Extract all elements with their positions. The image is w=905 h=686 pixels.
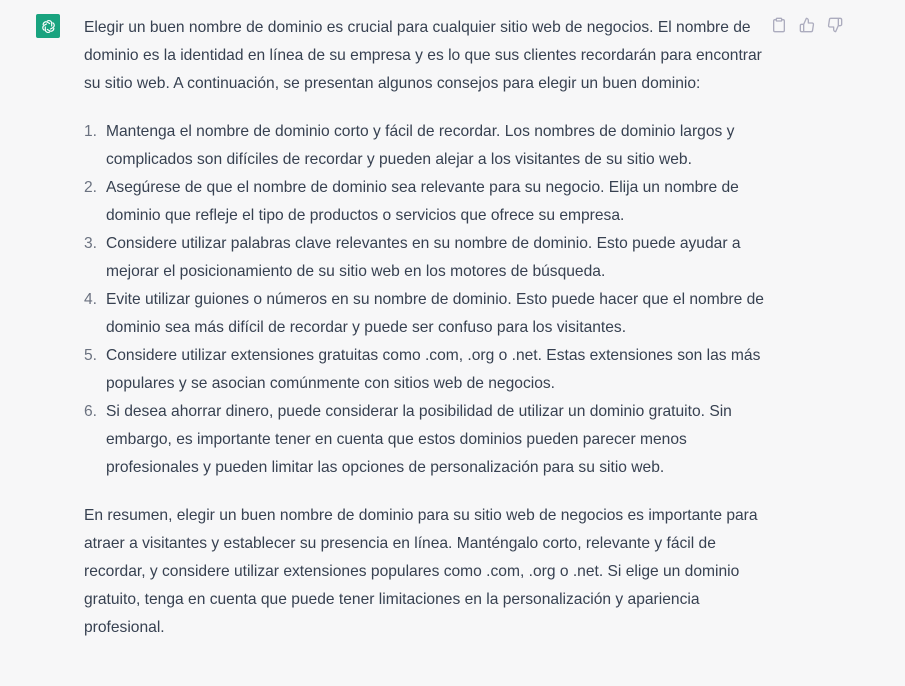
assistant-avatar bbox=[36, 14, 60, 38]
list-item bbox=[84, 342, 764, 398]
list-item-number: 3. bbox=[84, 235, 98, 252]
thumbs-down-icon bbox=[827, 17, 843, 33]
response-content bbox=[84, 14, 764, 642]
response-summary: En resumen, elegir un buen nombre de dominio para su sitio web de negocios es importante para atraer a visitantes y establecer su presencia en línea. Manténgalo corto, relevante y fácil de recordar, y considere utilizar extensiones populares como .com, .org o .net. Si elige un dominio gratuito, tenga en cuenta que puede tener limitaciones en la personalización y apariencia profesional. bbox=[84, 507, 758, 636]
list-item-text: Mantenga el nombre de dominio corto y fácil de recordar. Los nombres de dominio largos y complicados son difíciles de recordar y pueden alejar a los visitantes de su sitio web. bbox=[106, 123, 735, 168]
list-item bbox=[84, 174, 764, 230]
list-item bbox=[84, 398, 764, 482]
list-item-number: 2. bbox=[84, 179, 98, 196]
thumbs-up-button[interactable] bbox=[798, 16, 816, 34]
message-actions bbox=[770, 16, 844, 34]
clipboard-icon bbox=[771, 17, 787, 33]
tips-list bbox=[84, 118, 764, 482]
list-item-text: Evite utilizar guiones o números en su nombre de dominio. Esto puede hacer que el nombre de dominio sea más difícil de recordar y puede ser confuso para los visitantes. bbox=[106, 291, 764, 336]
list-item bbox=[84, 230, 764, 286]
list-item-number: 1. bbox=[84, 123, 98, 140]
list-item-text: Considere utilizar palabras clave relevantes en su nombre de dominio. Esto puede ayudar a mejorar el posicionamiento de su sitio web en los motores de búsqueda. bbox=[106, 235, 741, 280]
list-item-number: 5. bbox=[84, 347, 98, 364]
list-item-text: Si desea ahorrar dinero, puede considerar la posibilidad de utilizar un dominio gratuito. Sin embargo, es importante tener en cuenta que estos dominios pueden parecer menos profesionales y pueden limitar las opciones de personalización para su sitio web. bbox=[106, 403, 732, 476]
list-item bbox=[84, 118, 764, 174]
list-item-text: Asegúrese de que el nombre de dominio sea relevante para su negocio. Elija un nombre de dominio que refleje el tipo de productos o servicios que ofrece su empresa. bbox=[106, 179, 739, 224]
list-item bbox=[84, 286, 764, 342]
list-item-number: 4. bbox=[84, 291, 98, 308]
openai-logo-icon bbox=[40, 18, 57, 35]
list-item-number: 6. bbox=[84, 403, 98, 420]
thumbs-down-button[interactable] bbox=[826, 16, 844, 34]
copy-button[interactable] bbox=[770, 16, 788, 34]
thumbs-up-icon bbox=[799, 17, 815, 33]
response-intro: Elegir un buen nombre de dominio es crucial para cualquier sitio web de negocios. El nombre de dominio es la identidad en línea de su empresa y es lo que sus clientes recordarán para encontrar su sitio web. A continuación, se presentan algunos consejos para elegir un buen dominio: bbox=[84, 19, 762, 92]
list-item-text: Considere utilizar extensiones gratuitas como .com, .org o .net. Estas extensiones son las más populares y se asocian comúnmente con sitios web de negocios. bbox=[106, 347, 761, 392]
